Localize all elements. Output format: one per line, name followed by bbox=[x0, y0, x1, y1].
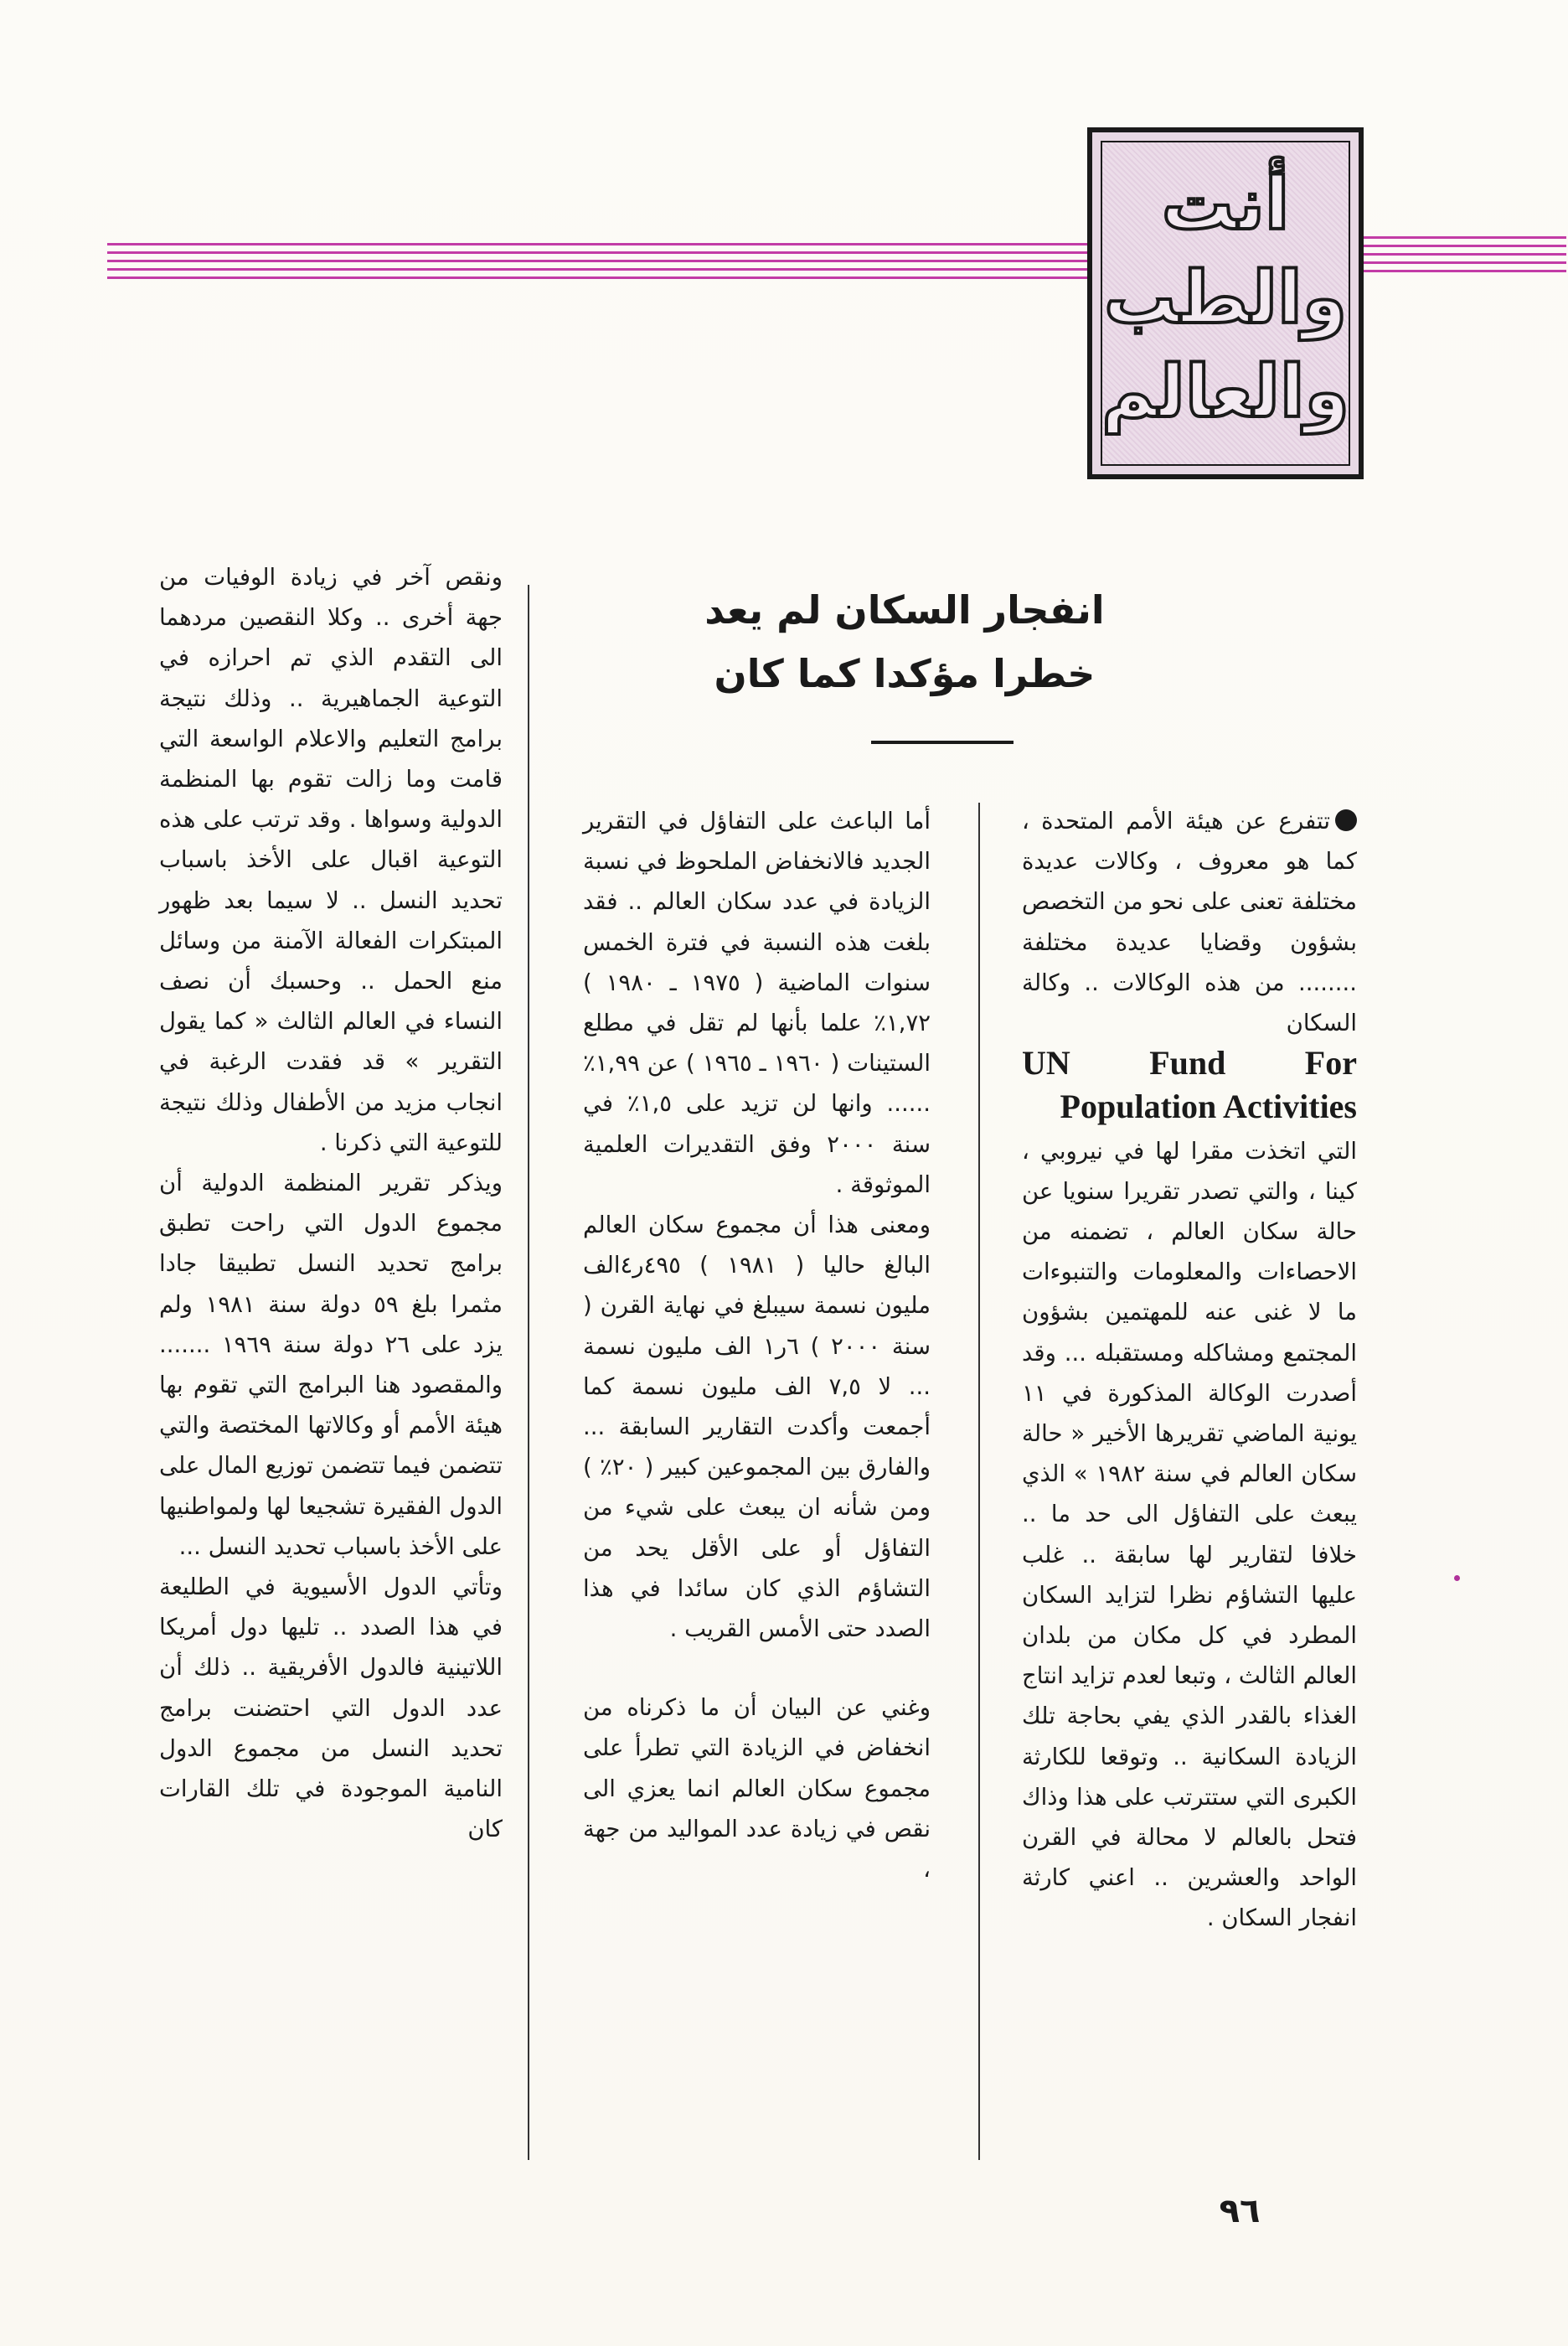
paragraph-text: التي اتخذت مقرا لها في نيروبي ، كينا ، والتي تصدر تقريرا سنويا عن حالة سكان العالم ، تضمنه من الاحصاءات والمعلومات والتنبوءات ما لا غنى عنه للمهتمين بشؤون المجتمع ومشاكله ومستقبله ... وقد أصدرت الوكالة المذكورة في ١١ يونية الماضي تقريرها الأخير « حالة سكان العالم في سنة ١٩٨٢ » الذي يبعث على التفاؤل الى حد ما .. خلافا لتقارير لها سابقة .. غلب عليها التشاؤم نظرا لتزايد السكان المطرد في كل مكان من بلدان العالم الثالث ، وتبعا لعدم تزايد انتاج الغذاء بالقدر الذي يفي بحاجة تلك الزيادة السكانية .. وتوقعا للكارثة الكبرى التي ستترتب على هذا وذاك فتحل بالعالم لا محالة في القرن الواحد والعشرين .. اعني كارثة انفجار السكان . bbox=[1021, 1137, 1357, 1932]
section-title-line: أنت bbox=[1161, 163, 1290, 246]
section-title-line: والطب bbox=[1103, 256, 1348, 340]
section-title-line: والعالم bbox=[1101, 350, 1349, 434]
paragraph-text: تتفرع عن هيئة الأمم المتحدة ، كما هو معروف ، وكالات عديدة مختلفة تعنى على نحو من التخصص بشؤون وقضايا عديدة مختلفة ........ من هذه الوكالات .. وكالة السكان bbox=[1022, 808, 1357, 1037]
column-separator bbox=[978, 803, 980, 2160]
headline-line: خطرا مؤكدا كما كان bbox=[714, 651, 1096, 696]
article-column-middle bbox=[583, 801, 931, 1889]
decorative-rules-left bbox=[107, 243, 1087, 282]
paragraph bbox=[1022, 801, 1357, 1939]
headline-divider bbox=[871, 741, 1014, 744]
article-column-right bbox=[1022, 801, 1357, 1939]
ink-speck bbox=[1454, 1575, 1460, 1581]
agency-name-latin: UN Fund For Population Activities bbox=[1022, 1044, 1357, 1126]
paragraph: ويذكر تقرير المنظمة الدولية أن مجموع الدول التي راحت تطبق برامج تحديد النسل تطبيقا جادا مثمرا بلغ ٥٩ دولة سنة ١٩٨١ ولم يزد على ٢٦ دولة سنة ١٩٦٩ ....... والمقصود هنا البرامج التي تقوم بها هيئة الأمم أو وكالاتها المختصة والتي تتضمن فيما تتضمن توزيع المال على الدول الفقيرة تشجيعا لها ولمواطنيها على الأخذ باسباب تحديد النسل ... bbox=[159, 1170, 503, 1560]
paragraph-gap bbox=[583, 1649, 931, 1687]
headline-line: انفجار السكان لم يعد bbox=[704, 587, 1105, 633]
page-number: ٩٦ bbox=[1219, 2192, 1261, 2230]
decorative-rules-right bbox=[1361, 236, 1566, 275]
article-column-left bbox=[159, 557, 503, 1850]
column-separator bbox=[528, 585, 529, 2160]
section-title bbox=[1092, 158, 1359, 439]
paragraph: ومعنى هذا أن مجموع سكان العالم البالغ حاليا ( ١٩٨١ ) ٤٩٥ر٤الف مليون نسمة سيبلغ في نهاية القرن ( سنة ٢٠٠٠ ) ٦ر١ الف مليون نسمة ... لا ٧,٥ الف مليون نسمة كما أجمعت وأكدت التقارير السابقة ... والفارق بين المجموعين كبير ( ٢٠٪ ) ومن شأنه ان يبعث على شيء من التفاؤل أو على الأقل يحد من التشاؤم الذي كان سائدا في هذا الصدد حتى الأمس القريب . bbox=[583, 1212, 931, 1643]
paragraph: وغني عن البيان أن ما ذكرناه من انخفاض في الزيادة التي تطرأ على مجموع سكان العالم انما يعزي الى نقص في زيادة عدد المواليد من جهة ، bbox=[583, 1694, 931, 1884]
paragraph: وتأتي الدول الأسيوية في الطليعة في هذا الصدد .. تليها دول أمريكا اللاتينية فالدول الأفريقية .. ذلك أن عدد الدول التي احتضنت برامج تحديد النسل من مجموع الدول النامية الموجودة في تلك القارات كان bbox=[159, 1573, 503, 1843]
article-headline bbox=[637, 578, 1173, 705]
bullet-icon bbox=[1335, 809, 1357, 831]
paragraph: أما الباعث على التفاؤل في التقرير الجديد فالانخفاض الملحوظ في نسبة الزيادة في عدد سكان العالم .. فقد بلغت هذه النسبة في فترة الخمس سنوات الماضية ( ١٩٧٥ ـ ١٩٨٠ ) ١,٧٢٪ علما بأنها لم تقل في مطلع الستينات ( ١٩٦٠ ـ ١٩٦٥ ) عن ١,٩٩٪ ...... وانها لن تزيد على ١,٥٪ في سنة ٢٠٠٠ وفق التقديرات العلمية الموثوقة . bbox=[583, 808, 931, 1198]
paragraph: ونقص آخر في زيادة الوفيات من جهة أخرى .. وكلا النقصين مردهما الى التقدم الذي تم احرازه في التوعية الجماهيرية .. وذلك نتيجة برامج التعليم والاعلام الواسعة التي قامت وما زالت تقوم بها المنظمة الدولية وسواها . وقد ترتب على هذه التوعية اقبال على الأخذ باسباب تحديد النسل .. لا سيما بعد ظهور المبتكرات الفعالة الآمنة من وسائل منع الحمل .. وحسبك أن نصف النساء في العالم الثالث « كما يقول التقرير » قد فقدت الرغبة في انجاب مزيد من الأطفال وذلك نتيجة للتوعية التي ذكرنا . bbox=[159, 564, 503, 1156]
section-emblem bbox=[1087, 127, 1364, 479]
